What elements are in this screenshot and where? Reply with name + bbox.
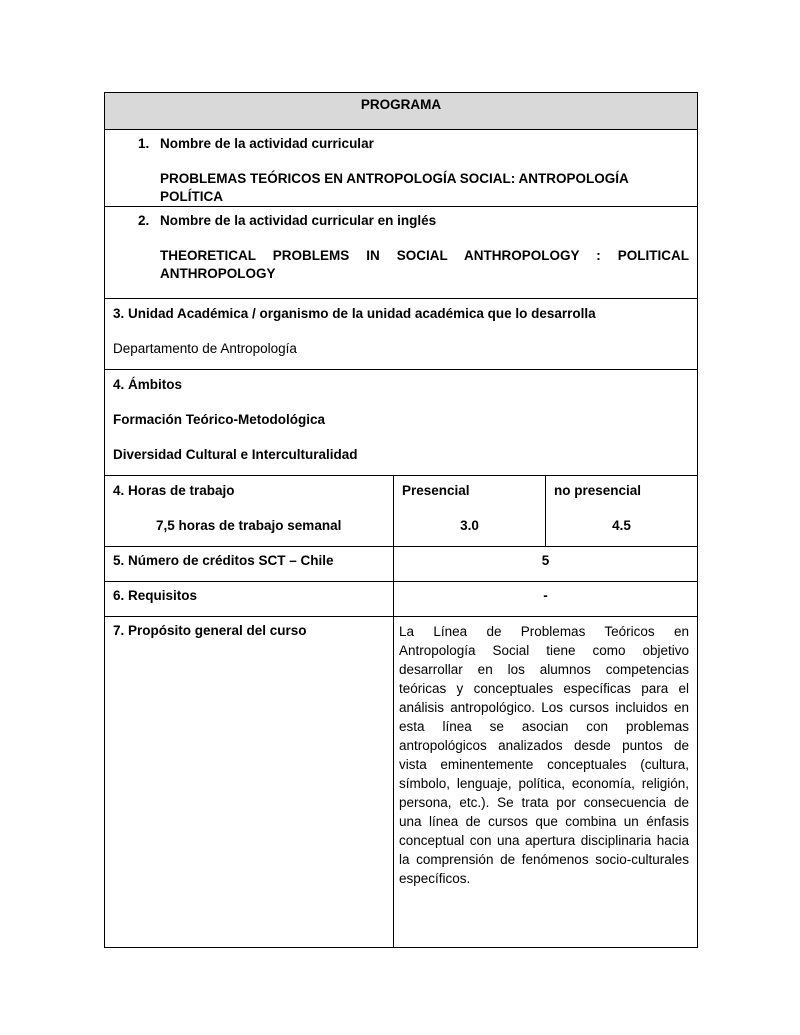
presencial-cell (394, 476, 546, 547)
program-title: PROGRAMA (360, 97, 442, 112)
section-4-row (105, 370, 698, 476)
section-2-value-line2: ANTHROPOLOGY (160, 266, 276, 281)
requisites-label-cell (105, 582, 394, 617)
section-3-value: Departamento de Antropología (113, 341, 297, 356)
purpose-label: 7. Propósito general del curso (113, 623, 307, 638)
credits-value-cell (394, 547, 698, 582)
section-2-row (105, 207, 698, 299)
section-4-label: 4. Ámbitos (113, 377, 183, 392)
no-presencial-cell (546, 476, 698, 547)
section-4-cell (105, 370, 698, 476)
header-cell (105, 93, 698, 130)
credits-value: 5 (541, 553, 550, 568)
hours-label: 4. Horas de trabajo (113, 483, 235, 498)
requisites-label: 6. Requisitos (113, 588, 198, 603)
credits-label: 5. Número de créditos SCT – Chile (113, 553, 334, 568)
credits-label-cell (105, 547, 394, 582)
section-2-value-line1: THEORETICAL PROBLEMS IN SOCIAL ANTHROPOLOGY : POLITICAL (160, 248, 690, 263)
section-1-value: PROBLEMAS TEÓRICOS EN ANTROPOLOGÍA SOCIAL: ANTROPOLOGÍA POLÍTICA (160, 171, 629, 204)
program-table (104, 92, 698, 948)
presencial-label: Presencial (402, 483, 470, 498)
requisites-row (105, 582, 698, 617)
purpose-label-cell (105, 617, 394, 948)
section-3-cell (105, 299, 698, 370)
section-2-label: Nombre de la actividad curricular en inglés (160, 213, 437, 228)
section-3-label: 3. Unidad Académica / organismo de la unidad académica que lo desarrolla (113, 306, 596, 321)
presencial-value: 3.0 (460, 518, 479, 533)
hours-label-cell (105, 476, 394, 547)
no-presencial-value: 4.5 (612, 518, 631, 533)
header-row (105, 93, 698, 130)
no-presencial-label: no presencial (554, 483, 642, 498)
section-4-item: Formación Teórico-Metodológica (113, 412, 326, 427)
section-2-number: 2. (138, 213, 150, 228)
hours-row (105, 476, 698, 547)
requisites-value-cell (394, 582, 698, 617)
section-1-number: 1. (138, 136, 150, 151)
section-4-item: Diversidad Cultural e Interculturalidad (113, 447, 358, 462)
purpose-row (105, 617, 698, 948)
section-1-label: Nombre de la actividad curricular (160, 136, 374, 151)
section-1-row (105, 130, 698, 207)
section-1-cell (105, 130, 698, 207)
credits-row (105, 547, 698, 582)
section-2-cell (105, 207, 698, 299)
purpose-text: La Línea de Problemas Teóricos en Antropología Social tiene como objetivo desarrollar en los alumnos competencias teóricas y conceptuales específicas para el análisis antropológico. Los cursos incluidos en esta línea se asocian con problemas antropológicos analizados desde puntos de vista eminentemente conceptuales (cultura, símbolo, lenguaje, política, economía, religión, persona, etc.). Se trata por consecuencia de una línea de cursos que combina un énfasis conceptual con una apertura disciplinaria hacia la comprensión de fenómenos socio-culturales específicos. (399, 624, 690, 886)
hours-value: 7,5 horas de trabajo semanal (156, 518, 342, 533)
section-3-row (105, 299, 698, 370)
requisites-value: - (543, 588, 548, 603)
purpose-value-cell (394, 617, 698, 948)
